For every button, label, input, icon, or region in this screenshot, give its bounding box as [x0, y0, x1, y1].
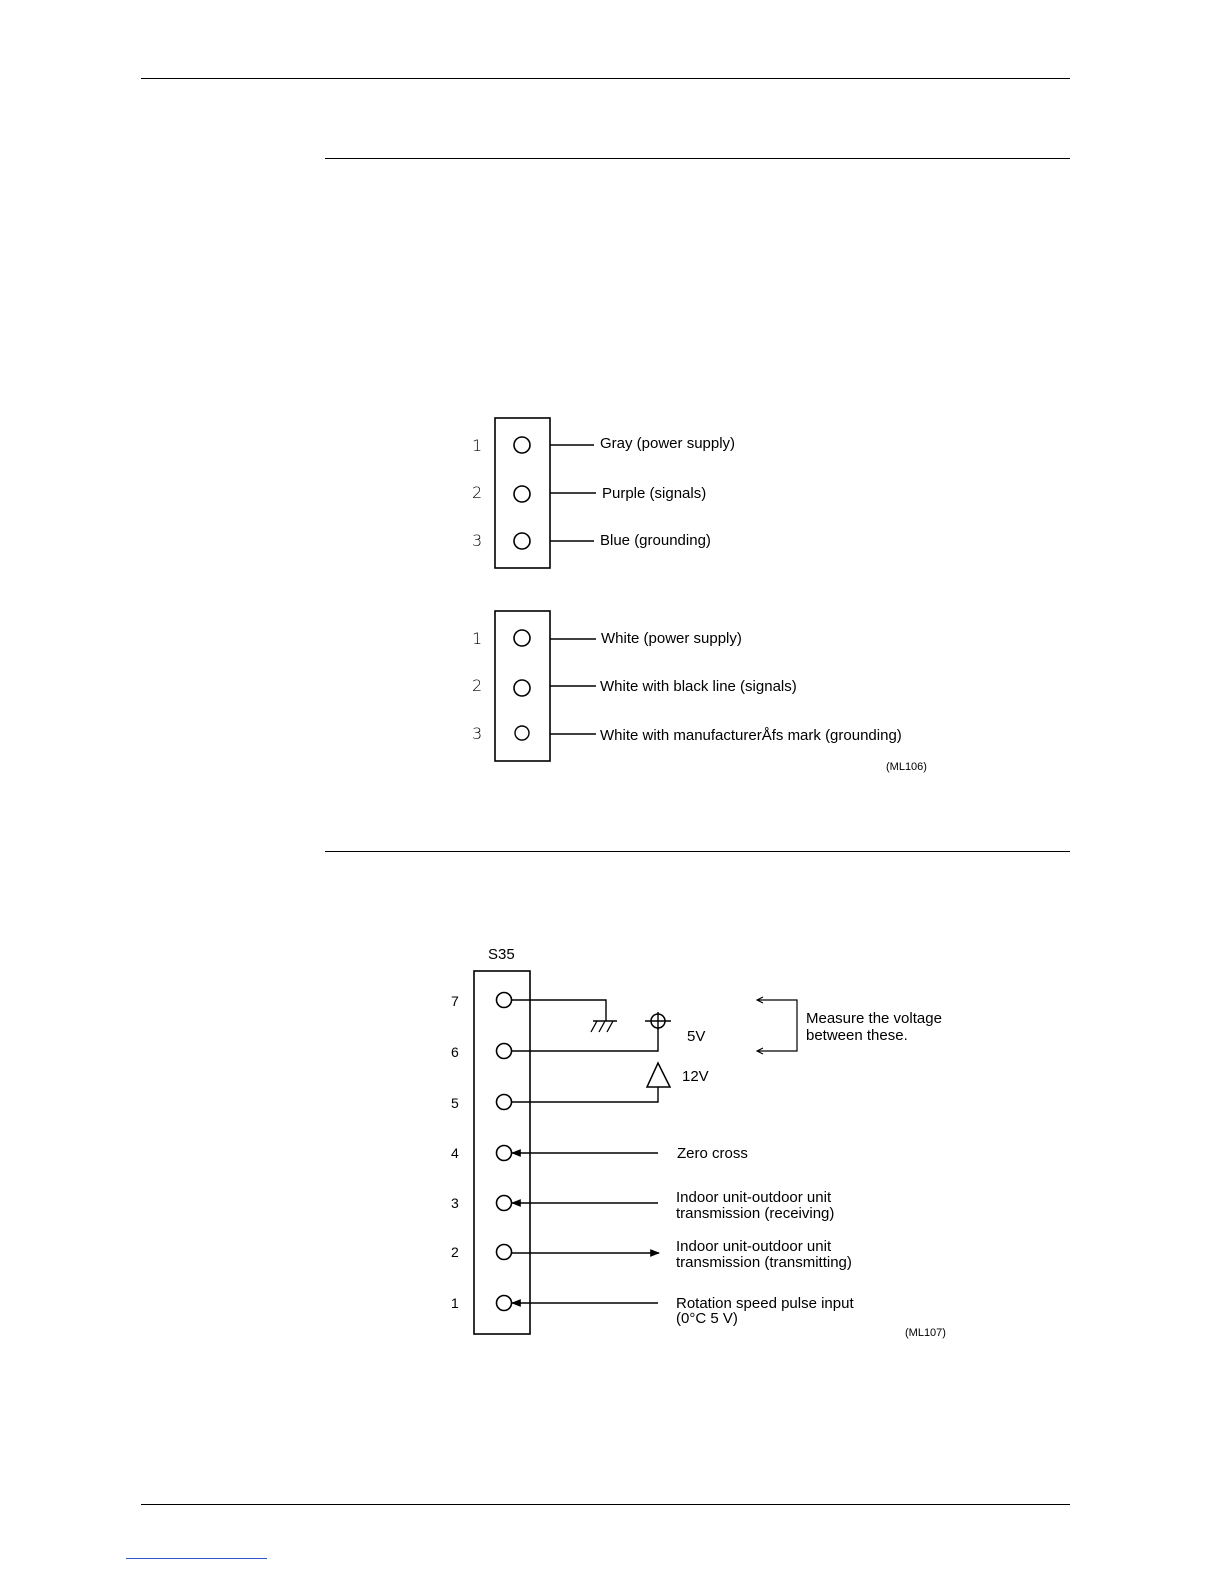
diagram2-code: (ML107): [905, 1327, 946, 1339]
zero-cross-signal: [512, 1145, 748, 1162]
connector-a: [472, 418, 735, 568]
connector-b-pin-number-1: 1: [472, 629, 483, 648]
ground-icon-hatch-3: [607, 1021, 613, 1032]
connector-b-wire-label-2: White with black line (signals): [600, 678, 797, 695]
connector-a-wire-label-1: Gray (power supply): [600, 435, 736, 452]
connector-a-pin-number-1: 1: [472, 436, 483, 455]
receiving-label-line-1: Indoor unit-outdoor unit: [676, 1189, 832, 1206]
s35-pin-number-6: 6: [451, 1044, 459, 1060]
zero-cross-label: Zero cross: [677, 1145, 748, 1162]
s35-pin-number-5: 5: [451, 1095, 459, 1111]
rotation-label-line-2: (0°C 5 V): [676, 1310, 738, 1327]
connector-a-wire-label-3: Blue (grounding): [600, 532, 711, 549]
s35-pin-1: [497, 1296, 512, 1311]
s35-pin-number-1: 1: [451, 1295, 459, 1311]
supply-5v-circuit: [511, 1012, 705, 1051]
measure-note-line-2: between these.: [806, 1027, 908, 1044]
connector-b: [472, 611, 902, 761]
connector-a-pin-3: [514, 533, 530, 549]
measure-note-line-1: Measure the voltage: [806, 1010, 942, 1027]
ground-icon-hatch-1: [591, 1021, 597, 1032]
connector-a-pin-1: [514, 437, 530, 453]
connector-b-wire-label-1: White (power supply): [601, 630, 742, 647]
connector-b-pin-3: [515, 726, 529, 740]
connector-b-pin-number-2: 2: [472, 676, 483, 695]
connector-a-wire-label-2: Purple (signals): [602, 485, 707, 502]
pin-5-wire: [511, 1087, 658, 1102]
transmitting-label-line-1: Indoor unit-outdoor unit: [676, 1238, 832, 1255]
rotation-label-line-1: Rotation speed pulse input: [676, 1295, 854, 1312]
s35-pin-number-7: 7: [451, 993, 459, 1009]
s35-pin-5: [497, 1095, 512, 1110]
connector-a-housing: [495, 418, 550, 568]
measure-bracket: [757, 997, 942, 1054]
connector-b-housing: [495, 611, 550, 761]
label-5v: 5V: [687, 1028, 706, 1045]
s35-pin-2: [497, 1245, 512, 1260]
connector-b-pin-1: [514, 630, 530, 646]
transmitting-signal: [511, 1238, 852, 1271]
receiving-label-line-2: transmission (receiving): [676, 1205, 835, 1222]
s35-pin-number-3: 3: [451, 1195, 459, 1211]
supply-12v-circuit: [511, 1063, 709, 1102]
diagram1-code: (ML106): [886, 761, 927, 773]
s35-pin-7: [497, 993, 512, 1008]
s35-pin-number-4: 4: [451, 1145, 459, 1161]
s35-pin-number-2: 2: [451, 1244, 459, 1260]
connector-b-pin-number-3: 3: [472, 724, 483, 743]
connector-a-pin-number-2: 2: [472, 483, 483, 502]
ground-circuit: [511, 1000, 617, 1032]
ground-icon-hatch-2: [599, 1021, 605, 1032]
pin-7-wire: [511, 1000, 606, 1021]
s35-pin-3: [497, 1196, 512, 1211]
receiving-signal: [512, 1189, 834, 1222]
s35-label: S35: [488, 946, 515, 963]
transmitting-label-line-2: transmission (transmitting): [676, 1254, 852, 1271]
connector-a-pin-2: [514, 486, 530, 502]
connector-b-pin-2: [514, 680, 530, 696]
s35-pin-6: [497, 1044, 512, 1059]
connector-b-wire-label-3: White with manufacturerÅfs mark (grounding): [600, 727, 902, 744]
triangle-12v-icon: [647, 1063, 670, 1087]
rotation-signal: [512, 1295, 854, 1327]
pin-6-wire: [511, 1028, 658, 1051]
connector-a-pin-number-3: 3: [472, 531, 483, 550]
s35-connector: [451, 946, 530, 1334]
measure-bracket-line: [757, 1000, 797, 1051]
s35-pin-4: [497, 1146, 512, 1161]
label-12v: 12V: [682, 1068, 709, 1085]
